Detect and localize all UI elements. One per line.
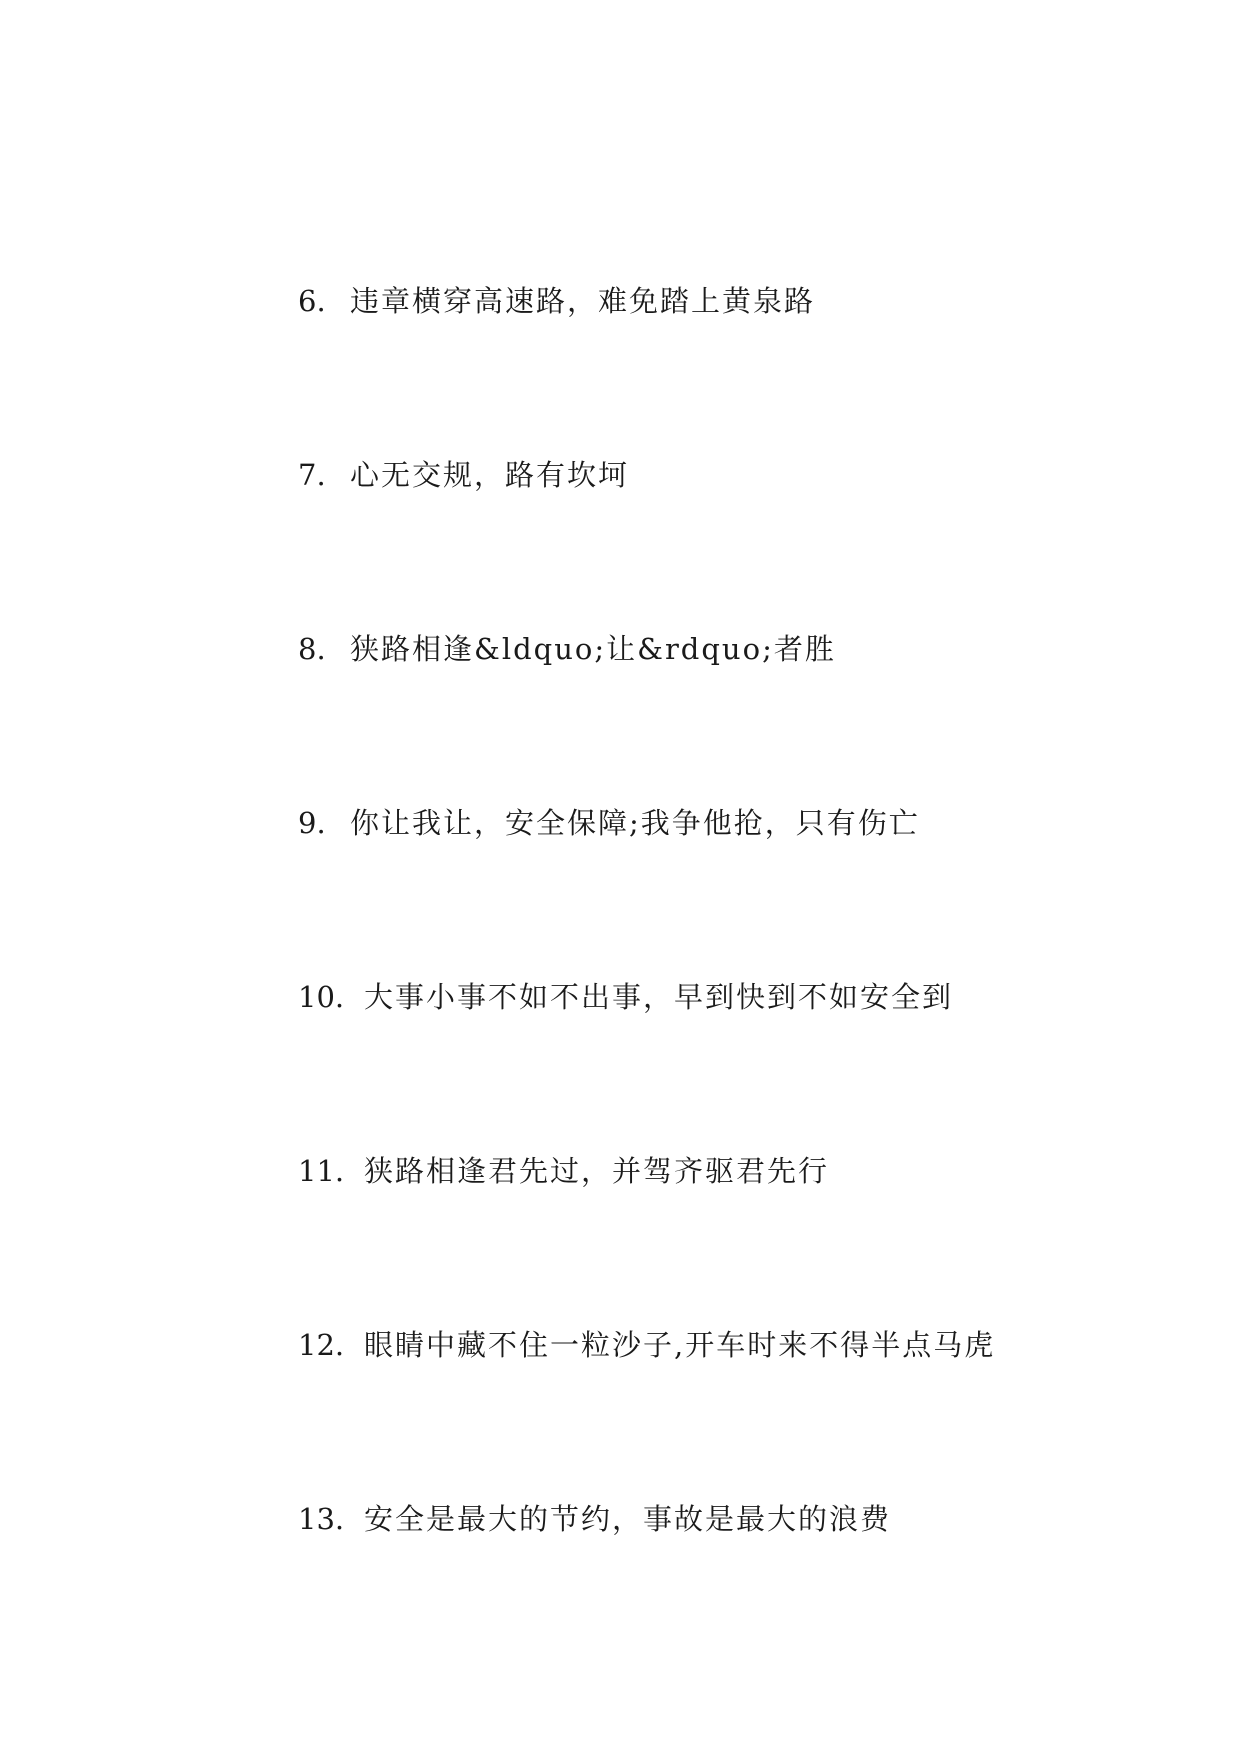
item-text: 大事小事不如不出事，早到快到不如安全到 [364,980,954,1014]
item-text: 狭路相逢君先过，并驾齐驱君先行 [364,1154,830,1188]
list-item [298,1499,1158,1539]
item-number: 6. [298,284,326,318]
item-number: 8. [298,632,326,666]
item-number: 9. [298,806,326,840]
item-number: 13. [298,1502,345,1536]
item-number: 10. [298,980,345,1014]
item-text: 违章横穿高速路，难免踏上黄泉路 [350,284,816,318]
list-item [298,1325,1158,1365]
list-item [298,281,1158,321]
list-item [298,455,1158,495]
item-number: 7. [298,458,326,492]
item-text: 心无交规，路有坎坷 [350,458,630,492]
item-text: 安全是最大的节约，事故是最大的浪费 [364,1502,892,1536]
item-text: 你让我让，安全保障;我争他抢，只有伤亡 [350,806,920,840]
list-item [298,977,1158,1017]
item-number: 11. [298,1154,345,1188]
list-item [298,629,1158,669]
item-number: 12. [298,1328,345,1362]
item-text: 狭路相逢&ldquo;让&rdquo;者胜 [350,632,836,666]
item-text: 眼睛中藏不住一粒沙子,开车时来不得半点马虎 [364,1328,996,1362]
list-item [298,1151,1158,1191]
list-item [298,803,1158,843]
